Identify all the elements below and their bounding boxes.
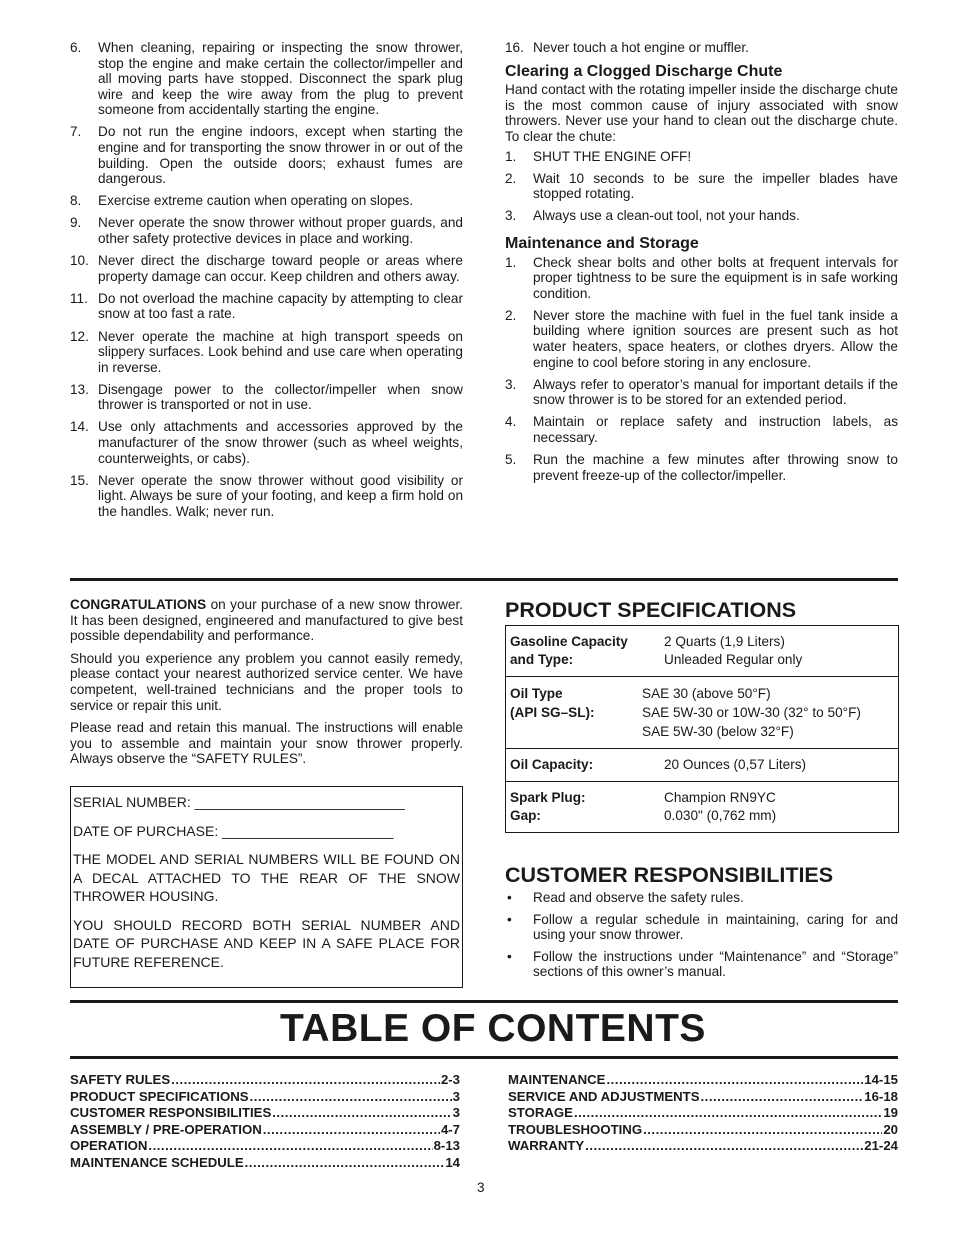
- maintenance-item: [505, 255, 898, 302]
- maintenance-item: [505, 414, 898, 445]
- chute-step-number: 1.: [505, 148, 517, 164]
- maintenance-item-number: 3.: [505, 376, 517, 392]
- toc-leader-dots: [585, 1138, 863, 1155]
- safety-rule: [70, 419, 463, 466]
- maintenance-item-text: Always refer to operator’s manual for important details if the snow thrower is to be stored for an extended period.: [533, 376, 898, 408]
- spec-table: [505, 625, 899, 833]
- toc-entry-page: 2-3: [440, 1072, 460, 1087]
- safety-rule-number: 14.: [70, 419, 89, 435]
- spec-key-line: Oil Capacity:: [510, 757, 594, 772]
- maintenance-storage-heading: Maintenance and Storage: [505, 234, 699, 252]
- toc-entry-label: ASSEMBLY / PRE-OPERATION: [70, 1121, 262, 1137]
- spec-value: [664, 633, 894, 669]
- responsibility-text: Follow a regular schedule in maintaining, caring for and using your snow thrower.: [533, 911, 898, 943]
- bullet-icon: •: [507, 948, 512, 964]
- model-serial-note: THE MODEL AND SERIAL NUMBERS WILL BE FOUND ON A DECAL ATTACHED TO THE REAR OF THE SNOW THROWER HOUSING.: [73, 851, 460, 904]
- maintenance-item: [505, 377, 898, 408]
- serial-number-field: SERIAL NUMBER: ___________________________: [73, 794, 405, 810]
- safety-rule: [70, 329, 463, 376]
- toc-entry[interactable]: [508, 1072, 898, 1089]
- toc-leader-dots: [701, 1089, 864, 1106]
- toc-entry-page: 21-24: [864, 1138, 898, 1153]
- toc-entry-label: SAFETY RULES: [70, 1072, 171, 1087]
- congrats-paragraph: CONGRATULATIONS on your purchase of a new snow thrower. It has been designed, engineered and manufactured to give best possible dependability and performance.: [70, 597, 463, 644]
- safety-rule: [70, 291, 463, 322]
- toc-entry[interactable]: [70, 1072, 460, 1089]
- toc-entry-label: TROUBLESHOOTING: [508, 1121, 643, 1137]
- toc-entry-page: 20: [883, 1121, 898, 1137]
- safety-rule: [505, 40, 898, 56]
- safety-rule-text: Never operate the machine at high transport speeds on slippery surfaces. Look behind and use care when operating in reverse.: [98, 328, 463, 375]
- toc-title: TABLE OF CONTENTS: [280, 1007, 706, 1050]
- spec-key-line: Gasoline Capacity: [510, 634, 628, 649]
- toc-entry[interactable]: [70, 1105, 460, 1122]
- safety-rule-text: When cleaning, repairing or inspecting the snow thrower, stop the engine and make certain the collector/impeller and all moving parts have stopped. Disconnect the spark plug wire and keep the wire away from the plug to prevent someone from accidentally starting the engine.: [98, 40, 463, 118]
- toc-leader-dots: [272, 1105, 451, 1122]
- product-specs-heading: PRODUCT SPECIFICATIONS: [505, 598, 797, 622]
- chute-step: [505, 149, 898, 165]
- spec-value: [664, 789, 894, 825]
- responsibility-text: Read and observe the safety rules.: [533, 890, 744, 905]
- safety-rule-text: Never operate the snow thrower without proper guards, and other safety protective devices in place and working.: [98, 215, 463, 247]
- toc-leader-dots: [171, 1072, 440, 1089]
- safety-rule-number: 6.: [70, 40, 82, 55]
- safety-rule-number: 15.: [70, 472, 89, 488]
- chute-step-text: SHUT THE ENGINE OFF!: [533, 148, 692, 164]
- toc-leader-dots: [148, 1138, 432, 1155]
- toc-leader-dots: [245, 1155, 445, 1172]
- spec-value-line: SAE 5W-30 (below 32°F): [642, 724, 794, 739]
- toc-left-column: [70, 1072, 460, 1171]
- toc-entry-label: PRODUCT SPECIFICATIONS: [70, 1088, 249, 1104]
- safety-rule: [70, 124, 463, 186]
- toc-entry[interactable]: [70, 1122, 460, 1139]
- safety-rule: [70, 382, 463, 413]
- maintenance-item-text: Maintain or replace safety and instruction labels, as necessary.: [533, 414, 898, 445]
- toc-entry-label: STORAGE: [508, 1105, 573, 1120]
- chute-step-number: 2.: [505, 170, 517, 186]
- toc-entry[interactable]: [70, 1138, 460, 1155]
- toc-entry-page: 16-18: [864, 1088, 898, 1104]
- maintenance-item-text: Run the machine a few minutes after throwing snow to prevent freeze-up of the collector/impeller.: [533, 452, 898, 483]
- spec-value-line: SAE 5W-30 or 10W-30 (32° to 50°F): [642, 705, 861, 720]
- spec-value-line: 0.030" (0,762 mm): [664, 808, 777, 823]
- spec-row: [506, 748, 898, 781]
- safety-rule: [70, 40, 463, 118]
- toc-entry-page: 14-15: [864, 1072, 898, 1087]
- spec-value-line: Unleaded Regular only: [664, 652, 803, 667]
- toc-leader-dots: [574, 1105, 882, 1122]
- spec-value-line: 2 Quarts (1,9 Liters): [664, 634, 785, 649]
- toc-entry-page: 19: [883, 1105, 898, 1120]
- retain-paragraph: Please read and retain this manual. The instructions will enable you to assemble and maintain your snow thrower properly. Always observe the “SAFETY RULES”.: [70, 720, 463, 767]
- safety-rule-number: 12.: [70, 328, 89, 344]
- toc-leader-dots: [606, 1072, 863, 1089]
- customer-resp-heading: CUSTOMER RESPONSIBILITIES: [505, 863, 834, 887]
- clogged-chute-intro: Hand contact with the rotating impeller inside the discharge chute is the most common cause of injury associated with snow throwers. Never use your hand to clean out the discharge chute. To clear the chute:: [505, 82, 898, 144]
- spec-key-line: Oil Type: [510, 686, 563, 701]
- customer-resp-section: [505, 863, 898, 986]
- maintenance-item-number: 5.: [505, 452, 517, 468]
- section-divider: [70, 578, 898, 581]
- safety-rule: [70, 215, 463, 246]
- record-box: [70, 786, 463, 988]
- spec-key-line: Spark Plug:: [510, 790, 586, 805]
- safety-rules-left: [70, 40, 463, 526]
- page-number: 3: [477, 1180, 485, 1195]
- spec-row: [506, 626, 898, 676]
- toc-entry[interactable]: [70, 1089, 460, 1106]
- maintenance-item: [505, 308, 898, 370]
- toc-bottom-rule: [70, 1056, 898, 1059]
- safety-rule-text: Do not overload the machine capacity by attempting to clear snow at too fast a rate.: [98, 290, 463, 322]
- spec-key: [510, 756, 664, 774]
- safety-rule: [70, 473, 463, 520]
- toc-leader-dots: [643, 1122, 882, 1139]
- spec-value: [642, 684, 894, 741]
- service-paragraph: Should you experience any problem you cannot easily remedy, please contact your nearest authorized service center. We have competent, well-trained technicians and the proper tools to service or repair this unit.: [70, 650, 463, 713]
- toc-entry-label: SERVICE AND ADJUSTMENTS: [508, 1088, 700, 1104]
- toc-entry-page: 14: [445, 1154, 460, 1170]
- safety-rule-text: Disengage power to the collector/impeller when snow thrower is transported or not in use.: [98, 381, 463, 413]
- safety-rule-number: 10.: [70, 253, 89, 269]
- responsibility-item: [505, 949, 898, 980]
- spec-value-line: Champion RN9YC: [664, 790, 776, 805]
- maintenance-item: [505, 452, 898, 483]
- spec-key: [510, 684, 642, 741]
- spec-row: [506, 676, 898, 748]
- spec-key-line: Gap:: [510, 808, 541, 823]
- toc-entry-page: 4-7: [440, 1121, 460, 1137]
- toc-entry-page: 3: [452, 1088, 460, 1104]
- bullet-icon: •: [507, 890, 512, 905]
- toc-entry[interactable]: [508, 1122, 898, 1139]
- date-of-purchase-field: DATE OF PURCHASE: ______________________: [73, 822, 394, 839]
- responsibility-item: [505, 890, 898, 906]
- toc-entry-label: MAINTENANCE SCHEDULE: [70, 1154, 244, 1170]
- safety-rule-number: 11.: [70, 290, 88, 306]
- spec-value: [664, 756, 894, 774]
- chute-step-text: Always use a clean-out tool, not your hands.: [533, 208, 800, 224]
- safety-rule-number: 7.: [70, 124, 82, 140]
- toc-entry[interactable]: [508, 1138, 898, 1155]
- product-specs-section: [505, 598, 898, 833]
- safety-rule-text: Never operate the snow thrower without good visibility or light. Always be sure of your footing, and keep a firm hold on the handles. Walk; never run.: [98, 472, 463, 519]
- intro-section: [70, 597, 463, 774]
- clogged-chute-heading: Clearing a Clogged Discharge Chute: [505, 62, 783, 80]
- safety-rule-text: Never touch a hot engine or muffler.: [533, 40, 749, 55]
- chute-step: [505, 171, 898, 202]
- toc-entry-page: 8-13: [433, 1138, 460, 1153]
- spec-key-line: (API SG–SL):: [510, 705, 595, 720]
- maintenance-item-number: 2.: [505, 307, 517, 323]
- spec-key: [510, 789, 664, 825]
- safety-rule-number: 9.: [70, 215, 82, 231]
- safety-rule-text: Never direct the discharge toward people or areas where property damage can occur. Keep children and others away.: [98, 253, 463, 284]
- maintenance-item-text: Never store the machine with fuel in the fuel tank inside a building where ignition sources are present such as hot water heaters, space heaters, or clothes dryers. Allow the engine to cool before storing in any enclosure.: [533, 307, 898, 370]
- chute-step-text: Wait 10 seconds to be sure the impeller blades have stopped rotating.: [533, 170, 898, 202]
- safety-rule-number: 16.: [505, 40, 524, 55]
- safety-rule-number: 13.: [70, 381, 89, 397]
- toc-entry[interactable]: [508, 1105, 898, 1122]
- maintenance-item-number: 1.: [505, 254, 517, 270]
- toc-entry-label: CUSTOMER RESPONSIBILITIES: [70, 1105, 272, 1120]
- safety-rule-text: Exercise extreme caution when operating on slopes.: [98, 193, 414, 209]
- bullet-icon: •: [507, 911, 512, 927]
- toc-right-column: [508, 1072, 898, 1155]
- toc-entry-page: 3: [452, 1105, 460, 1120]
- toc-top-rule: [70, 1000, 898, 1003]
- safety-rule-text: Do not run the engine indoors, except when starting the engine and for transporting the snow thrower in or out of the building. Open the outside doors; exhaust fumes are dangerous.: [98, 124, 463, 187]
- safety-rules-right: [505, 40, 898, 490]
- safety-rule: [70, 193, 463, 209]
- chute-step-number: 3.: [505, 208, 517, 224]
- spec-value-line: SAE 30 (above 50°F): [642, 686, 771, 701]
- maintenance-item-number: 4.: [505, 414, 517, 430]
- responsibility-text: Follow the instructions under “Maintenance” and “Storage” sections of this owner’s manual.: [533, 948, 898, 980]
- safety-rule-number: 8.: [70, 193, 82, 209]
- spec-key-line: and Type:: [510, 652, 574, 667]
- safety-rule: [70, 253, 463, 284]
- toc-entry[interactable]: [70, 1155, 460, 1172]
- toc-entry-label: MAINTENANCE: [508, 1072, 606, 1087]
- spec-key: [510, 633, 664, 669]
- maintenance-item-text: Check shear bolts and other bolts at frequent intervals for proper tightness to be sure the equipment is in safe working condition.: [533, 254, 898, 301]
- record-note: YOU SHOULD RECORD BOTH SERIAL NUMBER AND DATE OF PURCHASE AND KEEP IN A SAFE PLACE FOR FUTURE REFERENCE.: [73, 916, 460, 970]
- spec-row: [506, 781, 898, 832]
- toc-entry[interactable]: [508, 1089, 898, 1106]
- toc-entry-label: OPERATION: [70, 1138, 148, 1153]
- responsibility-item: [505, 912, 898, 943]
- toc-leader-dots: [263, 1122, 440, 1139]
- safety-rule-text: Use only attachments and accessories approved by the manufacturer of the snow thrower (such as wheel weights, counterweights, or cabs).: [98, 419, 463, 466]
- toc-leader-dots: [250, 1089, 452, 1106]
- spec-value-line: 20 Ounces (0,57 Liters): [664, 757, 807, 772]
- chute-step: [505, 208, 898, 224]
- toc-entry-label: WARRANTY: [508, 1138, 585, 1153]
